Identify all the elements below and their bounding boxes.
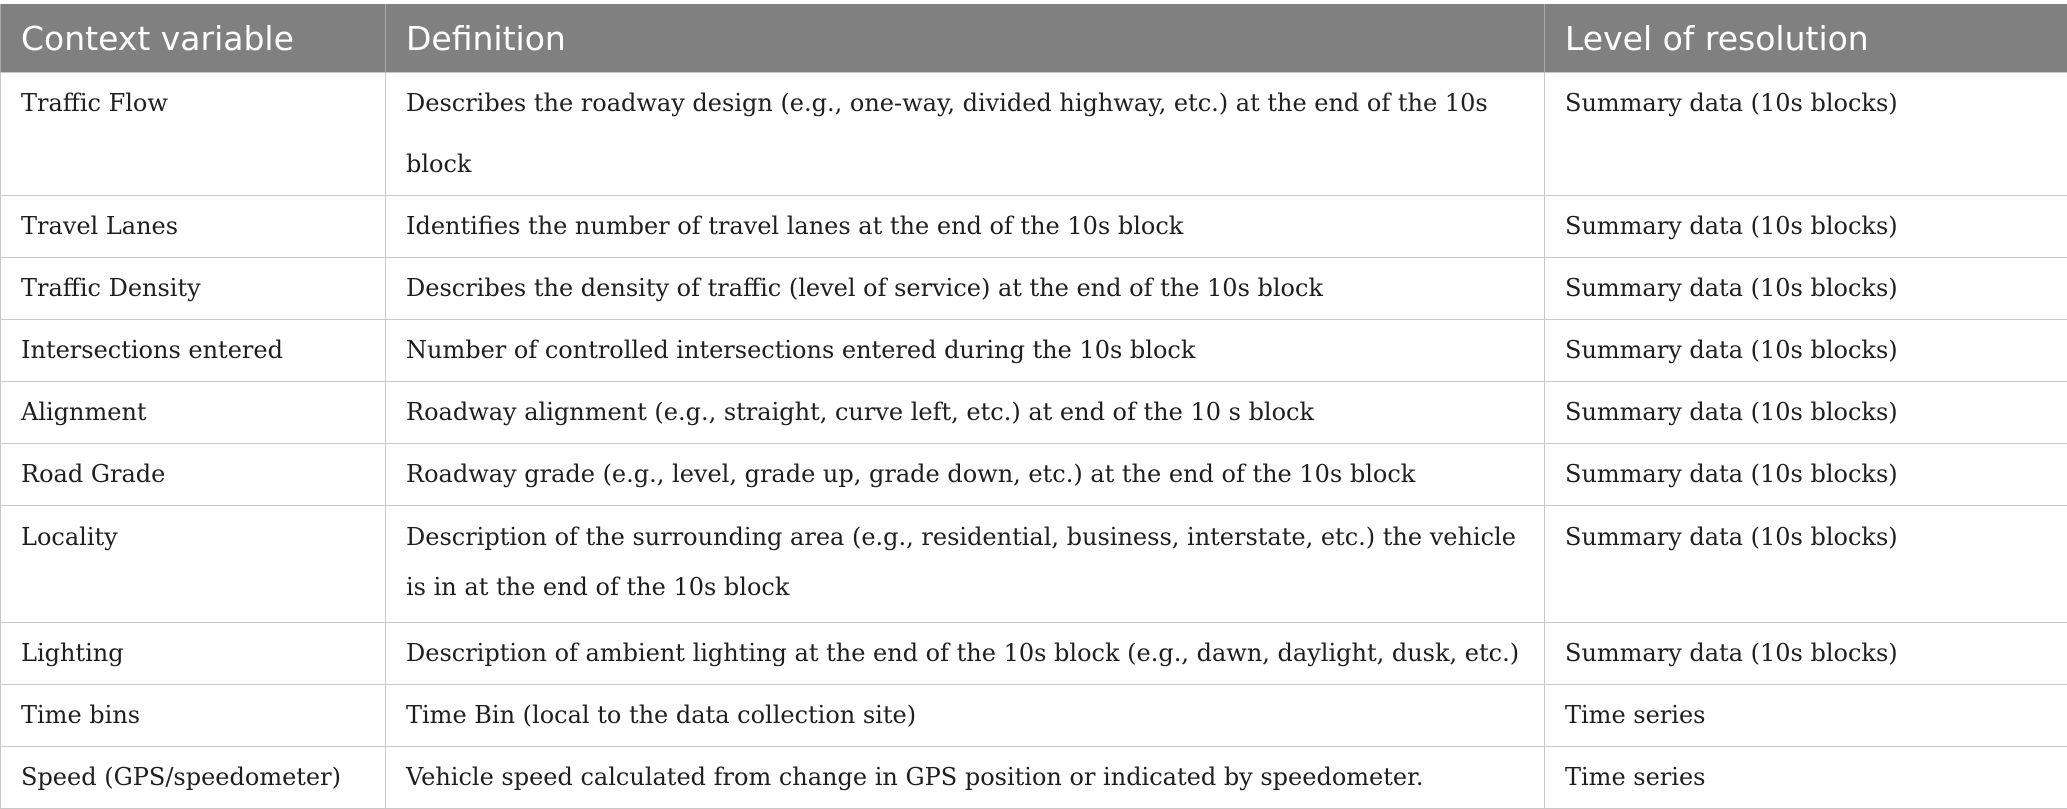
cell-variable: Travel Lanes	[1, 196, 386, 258]
table-row	[1, 73, 2067, 196]
cell-definition: Identifies the number of travel lanes at the end of the 10s block	[386, 196, 1545, 258]
table-body	[1, 73, 2067, 809]
cell-definition: Description of ambient lighting at the end of the 10s block (e.g., dawn, daylight, dusk, etc.)	[386, 623, 1545, 685]
header-context-variable: Context variable	[1, 4, 386, 73]
cell-variable: Lighting	[1, 623, 386, 685]
cell-variable: Time bins	[1, 685, 386, 747]
context-variables-table	[0, 4, 2067, 809]
header-definition: Definition	[386, 4, 1545, 73]
cell-resolution: Summary data (10s blocks)	[1545, 320, 2067, 382]
context-variables-table-container	[0, 4, 2067, 809]
cell-resolution: Summary data (10s blocks)	[1545, 258, 2067, 320]
cell-resolution: Summary data (10s blocks)	[1545, 73, 2067, 196]
cell-resolution: Summary data (10s blocks)	[1545, 382, 2067, 444]
cell-variable: Alignment	[1, 382, 386, 444]
cell-variable: Intersections entered	[1, 320, 386, 382]
cell-variable: Road Grade	[1, 444, 386, 506]
cell-definition: Number of controlled intersections entered during the 10s block	[386, 320, 1545, 382]
table-row	[1, 685, 2067, 747]
cell-definition: Describes the roadway design (e.g., one-way, divided highway, etc.) at the end of the 10s block	[386, 73, 1545, 196]
table-row	[1, 623, 2067, 685]
cell-resolution: Summary data (10s blocks)	[1545, 196, 2067, 258]
cell-definition: Roadway alignment (e.g., straight, curve left, etc.) at end of the 10 s block	[386, 382, 1545, 444]
header-level-of-resolution: Level of resolution	[1545, 4, 2067, 73]
cell-variable: Speed (GPS/speedometer)	[1, 747, 386, 809]
cell-variable: Locality	[1, 506, 386, 623]
cell-definition: Time Bin (local to the data collection site)	[386, 685, 1545, 747]
cell-resolution: Summary data (10s blocks)	[1545, 623, 2067, 685]
table-row	[1, 444, 2067, 506]
table-row	[1, 196, 2067, 258]
table-row	[1, 320, 2067, 382]
table-row	[1, 506, 2067, 623]
table-row	[1, 747, 2067, 809]
table-row	[1, 258, 2067, 320]
cell-variable: Traffic Flow	[1, 73, 386, 196]
cell-variable: Traffic Density	[1, 258, 386, 320]
cell-resolution: Time series	[1545, 747, 2067, 809]
cell-definition: Roadway grade (e.g., level, grade up, grade down, etc.) at the end of the 10s block	[386, 444, 1545, 506]
cell-resolution: Summary data (10s blocks)	[1545, 506, 2067, 623]
header-row	[1, 4, 2067, 73]
cell-resolution: Summary data (10s blocks)	[1545, 444, 2067, 506]
cell-resolution: Time series	[1545, 685, 2067, 747]
cell-definition: Describes the density of traffic (level of service) at the end of the 10s block	[386, 258, 1545, 320]
cell-definition: Vehicle speed calculated from change in GPS position or indicated by speedometer.	[386, 747, 1545, 809]
table-row	[1, 382, 2067, 444]
table-header	[1, 4, 2067, 73]
cell-definition: Description of the surrounding area (e.g., residential, business, interstate, etc.) the vehicle is in at the end of the 10s block	[386, 506, 1545, 623]
